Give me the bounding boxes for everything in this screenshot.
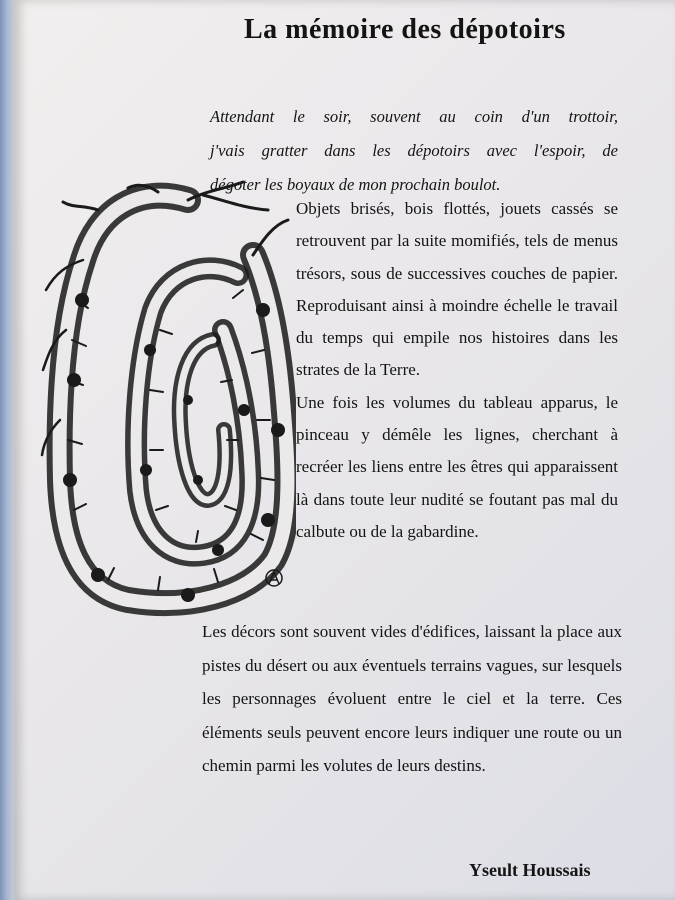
intro-line: j'vais gratter dans les dépotoirs avec l'espoir, de <box>210 141 618 160</box>
paragraph: Objets brisés, bois flottés, jouets cassés se retrouvent par la suite momifiés, tels de menus trésors, sous de successives couches de papier. Reproduisant ainsi à moindre échelle le travail du temps qui empile nos histoires dans les strates de la Terre. <box>296 199 618 380</box>
book-binding-edge <box>0 0 14 900</box>
paragraph: Une fois les volumes du tableau apparus, le pinceau y démêle les lignes, cherchant à recréer les liens entre les êtres qui apparaissent là dans toute leur nudité se foutant pas mal du calbute ou de la gabardine. <box>296 392 618 541</box>
intro-line: Attendant le soir, souvent au coin d'un trottoir, <box>210 107 618 126</box>
paragraph-full-width: Les décors sont souvent vides d'édifices, laissant la place aux pistes du désert ou aux éventuels terrains vagues, sur lesquels les personnages évoluent entre le ciel et la terre. Ces éléments seuls peuvent encore leurs indiquer une route ou un chemin parmi les volutes de leurs destins. <box>202 622 622 775</box>
page-title: La mémoire des dépotoirs <box>244 14 566 45</box>
document-page <box>14 0 675 900</box>
intro-line-last: dégoter les boyaux de mon prochain boulot. <box>210 175 501 194</box>
text-column-right <box>296 193 618 548</box>
spiral-figures-illustration <box>38 180 296 618</box>
author-signature: Yseult Houssais <box>469 860 591 880</box>
